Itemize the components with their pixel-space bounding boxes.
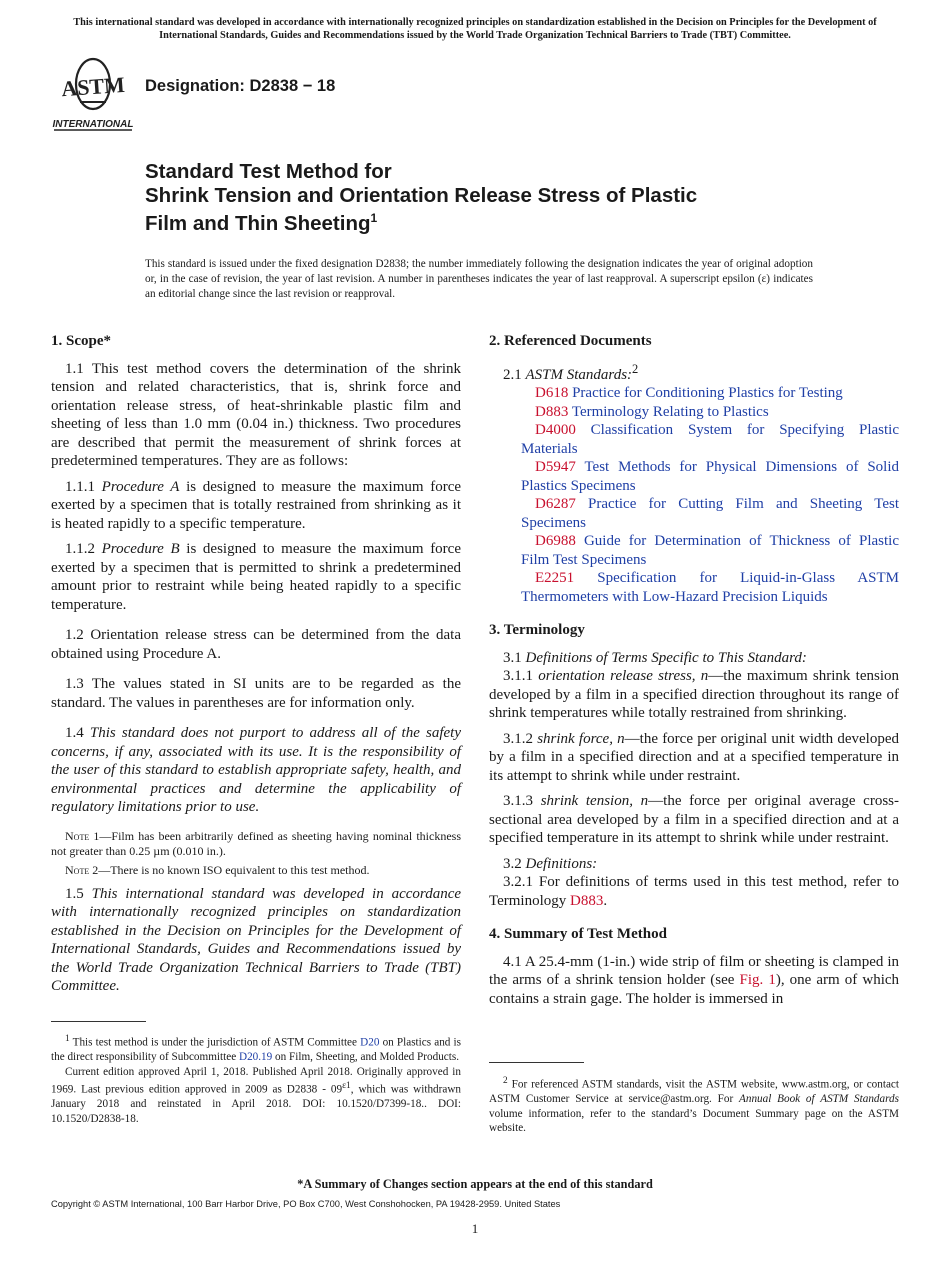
- astm-logo: [52, 56, 134, 132]
- reference-item[interactable]: E2251 Specification for Liquid-in-Glass ASTM Thermometers with Low-Hazard Precision Liquids: [521, 570, 899, 605]
- para-3-1-3: 3.1.3 shrink tension, n—the force per original average cross-sectional area developed by a film in a specified direction and at a specified temperature in its attempt to shrink while under restraint.: [489, 793, 900, 846]
- note-1: Note 1—Film has been arbitrarily defined as sheeting having nominal thickness not greater than 0.25 µm (0.010 in.).: [51, 828, 461, 858]
- summary-heading: 4. Summary of Test Method: [489, 926, 667, 942]
- para-1-1-1: 1.1.1 Procedure A is designed to measure the maximum force exerted by a specimen that is totally restrained from shrinking as it is heated rapidly to a specific temperature.: [51, 478, 462, 532]
- title-line-1: Standard Test Method for: [145, 160, 392, 183]
- title-line-3: Film and Thin Sheeting$^1$: [145, 211, 378, 235]
- svg-text:ASTM: ASTM: [60, 71, 126, 102]
- reference-list: [489, 384, 899, 606]
- para-1-3: 1.3 The values stated in SI units are to be regarded as the standard. The values in parentheses are for information only.: [51, 676, 461, 711]
- intro-paragraph: This standard is issued under the fixed designation D2838; the number immediately following the designation indicates the year of original adoption or, in the case of revision, the year of last revision. A number in parentheses indicates the year of last reapproval. A superscript epsilon (ε) indicates an editorial change since the last revision or reapproval.: [145, 258, 813, 300]
- para-4-1: 4.1 A 25.4-mm (1-in.) wide strip of film or sheeting is clamped in the arms of a shrink tension holder (see Fig. 1), one arm of which contains a strain gage. The holder is immersed in: [489, 953, 900, 1007]
- document-title: [145, 160, 845, 235]
- d883-link[interactable]: D883: [570, 892, 604, 909]
- para-3-1: 3.1 Definitions of Terms Specific to This Standard:: [503, 649, 807, 666]
- footnote-divider: [51, 1021, 146, 1022]
- reference-item[interactable]: D883 Terminology Relating to Plastics: [535, 403, 769, 420]
- references-heading: 2. Referenced Documents: [489, 333, 652, 349]
- page-number: 1: [471, 1221, 479, 1236]
- footnote-1: $^1$ This test method is under the jurisdiction of ASTM Committee D20 on Plastics and is the direct responsibility of Subcommittee D20.19 on Film, Sheeting, and Molded Products. Current edition approved April 1, 2018. Published April 2018. Originally approved in 1969. Last previous edition approved in 2009 as $D2838 - 09^{\varepsilon 1}$, which was withdrawn January 2018 and reinstated in April 2018. DOI: 10.1520/D7399-18.. DOI: 10.1520/D2838-18.: [51, 1034, 462, 1125]
- para-2-1: 2.1 ASTM Standards:$^2$: [503, 361, 639, 383]
- left-column: [51, 332, 461, 996]
- reference-item[interactable]: D6988 Guide for Determination of Thickness of Plastic Film Test Specimens: [521, 533, 900, 568]
- title-footnote-mark: 1: [370, 211, 378, 225]
- right-column: [489, 332, 899, 1008]
- reference-item[interactable]: D618 Practice for Conditioning Plastics for Testing: [535, 385, 843, 401]
- para-3-1-1: 3.1.1 orientation release stress, n—the maximum shrink tension developed by a film in a specified direction throughout its range of shrink temperatures while totally restrained from shrinking.: [489, 668, 900, 721]
- scope-heading: 1. Scope*: [51, 333, 111, 349]
- fig-1-link[interactable]: Fig. 1: [739, 972, 776, 988]
- para-1-2: 1.2 Orientation release stress can be determined from the data obtained using Procedure A.: [51, 627, 461, 662]
- footnote-divider-right: [489, 1062, 584, 1063]
- para-3-2: 3.2 Definitions:: [503, 855, 598, 872]
- para-1-1: 1.1 This test method covers the determination of the shrink tension and related characteristics, that is, shrink force and orientation release stress, of heat-shrinkable plastic film and sheeting of less than 1.0 mm (0.04 in.) thickness. Two procedures are described that permit the measurement of shrink forces at predetermined temperatures. They are as follows:: [51, 360, 461, 469]
- d20-19-link[interactable]: D20.19: [238, 1051, 273, 1064]
- para-1-5: 1.5 This international standard was developed in accordance with internationally recognized principles on standardization established in the Decision on Principles for the Development of International Standards, Guides and Recommendations issued by the World Trade Organization Technical Barriers to Trade (TBT) Committee.: [51, 885, 462, 994]
- title-line-2: Shrink Tension and Orientation Release Stress of Plastic: [145, 183, 698, 207]
- footnote-2: $^2$ For referenced ASTM standards, visit the ASTM website, www.astm.org, or contact ASTM Customer Service at service@astm.org. For Annual Book of ASTM Standards volume information, refer to the standard’s Document Summary page on the ASTM website.: [489, 1076, 899, 1135]
- para-3-2-1: 3.2.1 For definitions of terms used in this test method, refer to Terminology D883.: [489, 874, 899, 909]
- top-notice: This international standard was developed in accordance with internationally recognized principles on standardization established in the Decision on Principles for the Development of International Standards, Guides and Recommendations issued by the World Trade Organization Technical Barriers to Trade (TBT) Committee.: [73, 17, 877, 41]
- d20-link[interactable]: D20: [360, 1036, 380, 1049]
- terminology-heading: 3. Terminology: [489, 622, 585, 638]
- para-3-1-2: 3.1.2 shrink force, n—the force per original unit width developed by a film in a specified direction and at a specified temperature in its attempt to shrink while under restraint.: [489, 730, 899, 784]
- designation: Designation: D2838 − 18: [145, 77, 336, 95]
- reference-item[interactable]: D5947 Test Methods for Physical Dimensions of Solid Plastics Specimens: [521, 459, 899, 494]
- reference-item[interactable]: D4000 Classification System for Specifying Plastic Materials: [521, 422, 900, 457]
- copyright: Copyright © ASTM International, 100 Barr Harbor Drive, PO Box C700, West Conshohocken, PA 19428-2959. United States: [51, 1199, 561, 1209]
- reference-item[interactable]: D6287 Practice for Cutting Film and Sheeting Test Specimens: [521, 496, 900, 531]
- note-2: Note 2—There is no known ISO equivalent to this test method.: [65, 862, 370, 877]
- para-1-4: 1.4 This standard does not purport to address all of the safety concerns, if any, associated with its use. It is the responsibility of the user of this standard to establish appropriate safety, health, and environmental practices and determine the applicability of regulatory limitations prior to use.: [51, 725, 462, 815]
- svg-text:INTERNATIONAL: INTERNATIONAL: [52, 119, 134, 130]
- para-1-1-2: 1.1.2 Procedure B is designed to measure the maximum force exerted by a specimen that is permitted to shrink a predetermined amount prior to restraint while being heated rapidly to a specific temperature.: [51, 541, 461, 613]
- summary-of-changes-note: *A Summary of Changes section appears at the end of this standard: [297, 1177, 653, 1191]
